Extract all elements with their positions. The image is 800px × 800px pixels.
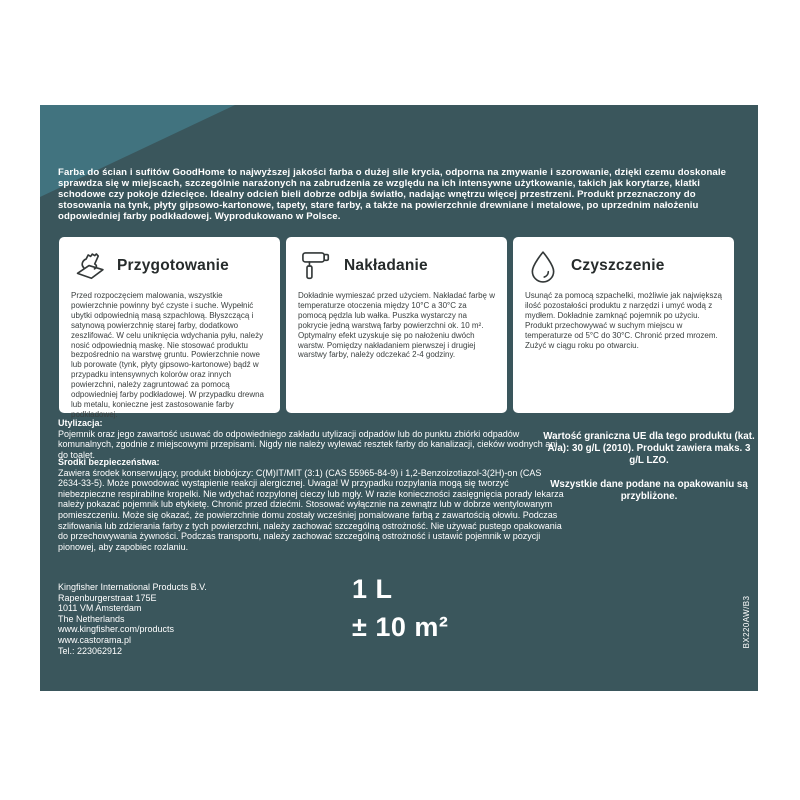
paint-label-back (40, 105, 758, 691)
wiping-hand-icon (71, 248, 107, 284)
volume-coverage-block (352, 571, 448, 647)
instruction-card-preparation (59, 237, 280, 419)
safety-text: Zawiera środek konserwujący, produkt biobójczy: C(M)IT/MIT (3:1) (CAS 55965-84-9) i 1,2-Benzoizotiazol-3(2H)-on (CAS 2634-33-5). Może powodować wystąpienie reakcji alergicznej. Uwaga! W przypadku rozpylania mogą się tworzyć niebezpieczne respirabilne kropelki. Nie wdychać rozpylonej cieczy lub mgły. W razie konieczności zasięgnięcia porady lekarza należy pokazać pojemnik lub etykietę. Chronić przed dziećmi. Stosować wyłącznie na zewnątrz lub w dobrze wentylowanym pomieszczeniu. Może się okazać, że powierzchnie domu zostały wcześniej pomalowane farbą z zawartością ołowiu. Podczas szlifowania lub zdzierania farby z tych powierzchni, należy zachować szczególną ostrożność. Nie używać pustego opakowania do przechowywania żywności. Podczas transportu, należy zachować szczególną ostrożność i ustawić pojemnik w pozycji pionowej, aby zapobiec rozlaniu. (58, 467, 564, 552)
card-title: Przygotowanie (117, 257, 229, 274)
card-header (71, 248, 268, 284)
volume-text: 1 L (352, 574, 393, 604)
product-description: Farba do ścian i sufitów GoodHome to najwyższej jakości farba o dużej sile krycia, odporna na zmywanie i szorowanie, dzięki czemu doskonale sprawdza się w miejscach, szczególnie narażonych na zabrudzenia ze względu na ich intensywne użytkowanie, takich jak korytarze, klatki schodowe czy pokoje dziecięce. Idealny odcień bieli dobrze odbija światło, nadając wnętrzu więcej przestrzeni. Produkt przeznaczony do stosowania na tynk, płyty gipsowo-kartonowe, tapety, stare farby, a także na powierzchnie drewniane i metalowe, po uprzednim nałożeniu odpowiedniej farby podkładowej. Wyprodukowano w Polsce. (58, 167, 727, 223)
address-line: www.kingfisher.com/products (58, 624, 175, 635)
card-body-text: Dokładnie wymieszać przed użyciem. Nakładać farbę w temperaturze otoczenia między 10°C a 30°C za pomocą pędzla lub wałka. Puszka wystarczy na pokrycie jedną warstwą farby powierzchni ok. 10 m². Optymalny efekt uzyskuje się po nałożeniu dwóch warstw. Pomiędzy nakładaniem pierwszej i drugiej warstwy farby, należy odczekać 2-4 godziny. (298, 291, 495, 360)
eu-limit-block (540, 431, 758, 515)
safety-heading: Środki bezpieczeństwa: (58, 457, 160, 467)
batch-code: BX220AW/B3 (741, 595, 751, 649)
instruction-card-application (286, 237, 507, 413)
card-body-text: Przed rozpoczęciem malowania, wszystkie powierzchnie powinny być czyste i suche. Wypełnić ubytki odpowiednią masą szpachlową. Błyszczącą i satynową powierzchnię starej farby, dodatkowo zeszlifować. W celu uniknięcia wdychania pyłu, należy nosić odpowiednią maskę. Nie stosować produktu bezpośrednio na warstwę gruntu. Powierzchnie nowe lub porowate (tynk, płyty gipsowo-kartonowe) bądź w przypadku intensywnych kolorów oraz innych powierzchni, należy zagruntować za pomocą odpowiedniej farby podkładowej. W przypadku drewna lub metalu, konieczne jest zastosowanie farby podkładowej. (71, 291, 264, 419)
card-body-text: Usunąć za pomocą szpachelki, możliwie jak największą ilość pozostałości produktu z narzędzi i umyć wodą z mydłem. Dokładnie zamknąć pojemnik po użyciu. Produkt przechowywać w suchym miejscu w temperaturze od 5°C do 30°C. Chronić przed mrozem. Zużyć w ciągu roku po otwarciu. (525, 291, 722, 350)
safety-section (58, 457, 566, 552)
address-line: The Netherlands (58, 613, 125, 624)
address-line: Kingfisher International Products B.V. (58, 582, 207, 592)
instruction-cards-row (59, 237, 740, 419)
disposal-heading: Utylizacja: (58, 418, 103, 428)
manufacturer-address (58, 582, 207, 656)
card-title: Nakładanie (344, 257, 428, 274)
eu-limit-text: Wartość graniczna UE dla tego produktu (kat. A/a): 30 g/L (2010). Produkt zawiera maks. 3 g/L LZO. (543, 431, 755, 466)
address-line: Rapenburgerstraat 175E (58, 592, 157, 603)
address-line: Tel.: 223062912 (58, 645, 123, 656)
address-line: www.castorama.pl (58, 635, 132, 646)
instruction-card-cleaning (513, 237, 734, 413)
card-title: Czyszczenie (571, 257, 665, 274)
card-header (525, 248, 722, 284)
disposal-text: Pojemnik oraz jego zawartość usuwać do odpowiedniego zakładu utylizacji odpadów lub do punktu zbiórki odpadów komunalnych, zgodnie z miejscowymi przepisami. Nigdy nie należy wylewać resztek farby do kanalizacji, cieków wodnych ani do toalet. (58, 428, 558, 460)
approx-note-text: Wszystkie dane podane na opakowaniu są przybliżone. (550, 478, 748, 502)
water-drop-icon (525, 248, 561, 284)
card-header (298, 248, 495, 284)
address-line: 1011 VM Amsterdam (58, 603, 142, 614)
coverage-text: ± 10 m² (352, 611, 449, 642)
paint-roller-icon (298, 248, 334, 284)
disposal-section (58, 418, 560, 460)
